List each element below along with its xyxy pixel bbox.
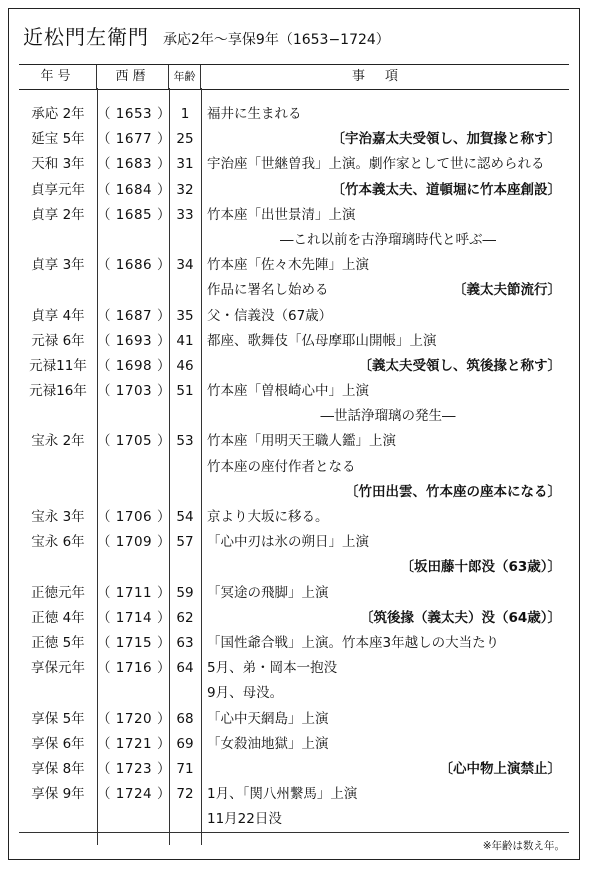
table-row <box>19 203 569 228</box>
year-cell: （ 1714 ） <box>97 609 171 626</box>
event-note: 〔義太夫節流行〕 <box>453 282 561 299</box>
age-cell: 59 <box>176 584 194 601</box>
year-cell: （ 1706 ） <box>97 509 171 525</box>
era-cell: 宝永 3年 <box>31 509 85 525</box>
era-cell: 享保 5年 <box>31 710 85 727</box>
year-cell: （ 1709 ） <box>97 534 171 551</box>
event-cell: 〔竹田出雲、竹本座の座本になる〕 <box>345 483 561 500</box>
table-row <box>19 429 569 454</box>
page-title: 近松門左衛門 <box>23 25 149 49</box>
event-cell: 「国性爺合戦」上演。竹本座3年越しの大当たり <box>207 634 500 651</box>
table-row <box>19 102 569 127</box>
era-cell <box>19 807 97 832</box>
age-cell: 68 <box>176 710 194 727</box>
event-cell: 「心中刃は氷の朔日」上演 <box>207 534 369 551</box>
era-cell: 享保 8年 <box>31 760 85 777</box>
era-cell: 宝永 6年 <box>31 534 85 551</box>
year-cell: （ 1685 ） <box>97 206 171 223</box>
event-cell: 都座、歌舞伎「仏母摩耶山開帳」上演 <box>207 332 437 349</box>
year-cell: （ 1684 ） <box>97 181 171 198</box>
year-cell: （ 1686 ） <box>97 257 171 274</box>
table-row <box>19 807 569 832</box>
table-row <box>19 329 569 354</box>
year-cell: （ 1723 ） <box>97 760 171 777</box>
table-row <box>19 127 569 152</box>
era-cell: 延宝 5年 <box>31 131 85 148</box>
era-cell <box>19 555 97 580</box>
year-cell: （ 1698 ） <box>97 357 171 374</box>
year-cell: （ 1720 ） <box>97 710 171 727</box>
table-row <box>19 480 569 505</box>
era-cell: 宝永 2年 <box>31 433 85 450</box>
age-cell: 25 <box>176 131 194 148</box>
column-header-era: 年号 <box>19 65 97 89</box>
era-cell: 享保 9年 <box>31 786 85 803</box>
event-cell: 宇治座「世継曽我」上演。劇作家として世に認められる <box>207 156 545 173</box>
table-row <box>19 178 569 203</box>
age-cell: 71 <box>176 760 194 777</box>
event-cell: 5月、弟・岡本一抱没 <box>207 660 338 677</box>
age-cell: 46 <box>176 357 194 374</box>
age-cell: 1 <box>180 106 190 122</box>
event-cell: 1月、「関八州繋馬」上演 <box>207 786 358 803</box>
year-cell <box>97 278 169 303</box>
year-cell <box>97 555 169 580</box>
year-cell: （ 1711 ） <box>97 584 171 601</box>
event-cell: 〔心中物上演禁止〕 <box>439 760 561 777</box>
age-cell: 69 <box>176 735 194 752</box>
table-row <box>19 505 569 530</box>
era-cell <box>19 681 97 706</box>
era-cell: 貞享 3年 <box>31 257 85 274</box>
year-cell <box>97 455 169 480</box>
year-cell: （ 1715 ） <box>97 634 171 651</box>
table-row <box>19 379 569 404</box>
age-cell <box>169 228 201 253</box>
year-cell: （ 1677 ） <box>97 131 171 148</box>
year-cell: （ 1716 ） <box>97 660 171 677</box>
event-cell: 福井に生まれる <box>207 106 302 122</box>
footer-note: ※年齢は数え年。 <box>482 840 565 852</box>
event-cell: 父・信義没（67歳） <box>207 307 333 324</box>
age-cell <box>169 480 201 505</box>
event-cell: ―世話浄瑠璃の発生― <box>320 408 456 425</box>
event-cell: 〔筑後掾（義太夫）没（64歳）〕 <box>359 609 561 626</box>
year-cell: （ 1687 ） <box>97 307 171 324</box>
age-cell <box>169 807 201 832</box>
event-text: 作品に署名し始める <box>207 282 329 299</box>
table-row <box>19 656 569 681</box>
table-row <box>19 732 569 757</box>
table-row <box>19 782 569 807</box>
year-cell: （ 1653 ） <box>97 106 171 122</box>
age-cell: 64 <box>176 660 194 677</box>
column-header-age: 年齢 <box>169 65 201 89</box>
event-cell: 竹本座「出世景清」上演 <box>207 206 356 223</box>
table-row <box>19 606 569 631</box>
year-cell: （ 1705 ） <box>97 433 171 450</box>
era-cell <box>19 455 97 480</box>
year-cell: （ 1721 ） <box>97 735 171 752</box>
era-cell: 元禄11年 <box>29 357 87 374</box>
event-cell: 11月22日没 <box>207 811 282 828</box>
table-row <box>19 581 569 606</box>
age-cell <box>169 455 201 480</box>
event-cell: 京より大坂に移る。 <box>207 509 329 525</box>
event-cell: ―これ以前を古浄瑠璃時代と呼ぶ― <box>280 231 496 248</box>
table-row <box>19 278 569 303</box>
event-cell: 〔宇治嘉太夫受領し、加賀掾と称す〕 <box>331 131 561 148</box>
year-cell <box>97 807 169 832</box>
table-row <box>19 555 569 580</box>
year-cell <box>97 404 169 429</box>
age-cell <box>169 404 201 429</box>
event-cell: 9月、母没。 <box>207 685 284 702</box>
era-cell: 元禄 6年 <box>31 332 85 349</box>
header <box>23 21 390 55</box>
table-body <box>19 102 569 845</box>
age-cell: 41 <box>176 332 194 349</box>
table-row <box>19 757 569 782</box>
year-cell <box>97 228 169 253</box>
age-cell: 57 <box>176 534 194 551</box>
year-cell: （ 1724 ） <box>97 786 171 803</box>
age-cell: 32 <box>176 181 194 198</box>
chronology-panel <box>8 8 580 860</box>
year-cell: （ 1693 ） <box>97 332 171 349</box>
event-cell: 「女殺油地獄」上演 <box>207 735 329 752</box>
table-row <box>19 631 569 656</box>
era-cell: 正徳元年 <box>31 584 85 601</box>
table-row <box>19 681 569 706</box>
event-cell <box>201 278 569 303</box>
age-cell: 34 <box>176 257 194 274</box>
era-cell: 貞享元年 <box>31 181 85 198</box>
era-cell <box>19 480 97 505</box>
event-cell: 竹本座「曽根崎心中」上演 <box>207 383 369 400</box>
era-cell <box>19 228 97 253</box>
event-cell: 竹本座の座付作者となる <box>207 458 356 475</box>
column-header-year: 西暦 <box>97 65 169 89</box>
age-cell: 54 <box>176 509 194 525</box>
year-cell <box>97 480 169 505</box>
age-cell <box>169 555 201 580</box>
table-row <box>19 304 569 329</box>
table-row <box>19 228 569 253</box>
age-cell: 31 <box>176 156 194 173</box>
table-row <box>19 354 569 379</box>
column-header-event: 事項 <box>351 69 418 84</box>
event-cell: 竹本座「佐々木先陣」上演 <box>207 257 369 274</box>
era-cell: 享保元年 <box>31 660 85 677</box>
era-cell <box>19 278 97 303</box>
age-cell: 53 <box>176 433 194 450</box>
age-cell: 51 <box>176 383 194 400</box>
event-cell: 「心中天網島」上演 <box>207 710 329 727</box>
bottom-divider <box>19 832 569 833</box>
table-row <box>19 530 569 555</box>
table-row <box>19 152 569 177</box>
event-cell: 「冥途の飛脚」上演 <box>207 584 329 601</box>
age-cell: 63 <box>176 634 194 651</box>
age-cell: 35 <box>176 307 194 324</box>
event-cell: 〔義太夫受領し、筑後掾と称す〕 <box>358 357 561 374</box>
era-cell: 承応 2年 <box>31 106 85 122</box>
era-cell: 貞享 4年 <box>31 307 85 324</box>
era-cell: 享保 6年 <box>31 735 85 752</box>
table-row <box>19 404 569 429</box>
era-cell: 貞享 2年 <box>31 206 85 223</box>
era-cell: 正徳 4年 <box>31 609 85 626</box>
era-cell: 元禄16年 <box>29 383 87 400</box>
page-subtitle: 承応2年〜享保9年（1653−1724） <box>163 32 390 48</box>
table-row <box>19 253 569 278</box>
age-cell <box>169 278 201 303</box>
table-header <box>19 64 569 90</box>
era-cell: 天和 3年 <box>31 156 85 173</box>
year-cell: （ 1683 ） <box>97 156 171 173</box>
table-row <box>19 707 569 732</box>
year-cell <box>97 681 169 706</box>
event-cell: 〔竹本義太夫、道頓堀に竹本座創設〕 <box>331 181 561 198</box>
event-cell: 〔坂田藤十郎没（63歳）〕 <box>400 559 561 576</box>
age-cell <box>169 681 201 706</box>
era-cell: 正徳 5年 <box>31 634 85 651</box>
age-cell: 72 <box>176 786 194 803</box>
table-row <box>19 455 569 480</box>
age-cell: 62 <box>176 609 194 626</box>
era-cell <box>19 404 97 429</box>
year-cell: （ 1703 ） <box>97 383 171 400</box>
age-cell: 33 <box>176 206 194 223</box>
event-cell: 竹本座「用明天王職人鑑」上演 <box>207 433 396 450</box>
